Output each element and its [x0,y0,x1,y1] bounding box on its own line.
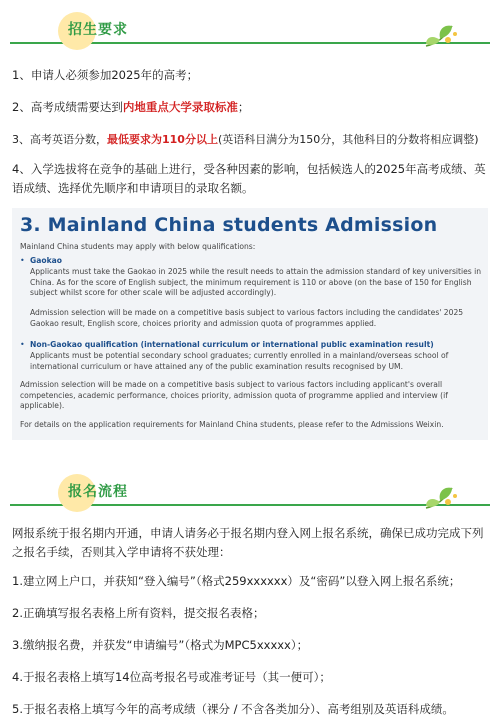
leaf-icon [422,20,462,52]
process-step-3: 3.缴纳报名费，并获发“申请编号”（格式为MPC5xxxxx）； [12,638,309,652]
nongaokao-title: Non-Gaokao qualification (international curriculum or international public examination result) [30,340,434,349]
process-step-4: 4.于报名表格上填写14位高考报名号或准考证号（其一便可）； [12,670,331,684]
card-selection: Admission selection will be made on a competitive basis subject to various factors including applicant's overall competencies, academic performance, choices priority, admission quota of programme applied and interview (if applicable). [20,380,448,411]
leaf-icon [422,482,462,514]
bullet-icon: • [20,256,25,265]
gaokao-selection: Admission selection will be made on a competitive basis subject to various factors including the candidates' 2025 Gaokao result, English score, choices priority and admission quota of programmes applied. [30,308,464,328]
section-title: 报名流程 [68,484,128,500]
process-intro: 网报系统于报名期内开通，申请人请务必于报名期内登入网上报名系统，确保已成功完成下列之报名手续，否则其入学申请将不获处理： [12,526,484,559]
bullet-icon: • [20,340,25,349]
process-step-5: 5.于报名表格上填写今年的高考成绩（裸分 / 不含各类加分）、高考组别及英语科成绩。 [12,702,454,716]
section-header-requirements [0,8,500,52]
requirement-item-1: 1、申请人必须参加2025年的高考； [12,68,199,82]
card-heading: 3. Mainland China students Admission [20,214,438,236]
section-title: 招生要求 [68,22,128,38]
process-step-1: 1.建立网上户口，并获知“登入编号”（格式259xxxxxx）及“密码”以登入网上报名系统； [12,574,461,588]
highlight-text: 内地重点大学录取标准 [122,100,238,114]
gaokao-text: Applicants must take the Gaokao in 2025 while the result needs to attain the admission standard of key universities in China. As for the score of English subject, the minimum requirement is 110 or above (on the base of 150 for English subject whilst score for other scale will be adjusted accordingly). [30,267,482,298]
section-header-process [0,470,500,514]
requirement-item-3: 3、高考英语分数，最低要求为110分以上(英语科目满分为150分，其他科目的分数将相应调整) [12,133,479,146]
admission-info-card [12,208,488,440]
card-details: For details on the application requirements for Mainland China students, please refer to the Admissions Weixin. [20,420,444,429]
nongaokao-text: Applicants must be potential secondary school graduates; currently enrolled in a mainland/overseas school of international curriculum or have attained any of the public examination results recognised by UM. [30,351,449,371]
requirement-item-2: 2、高考成绩需要达到内地重点大学录取标准； [12,100,250,114]
requirement-item-4: 4、入学选拔将在竞争的基础上进行，受各种因素的影响，包括候选人的2025年高考成绩、英语成绩、选择优先顺序和申请项目的录取名额。 [12,162,486,195]
highlight-text: 最低要求为110分以上 [107,133,218,146]
process-step-2: 2.正确填写报名表格上所有资料，提交报名表格； [12,606,265,620]
gaokao-title: Gaokao [30,256,62,265]
card-intro: Mainland China students may apply with below qualifications: [20,242,256,251]
